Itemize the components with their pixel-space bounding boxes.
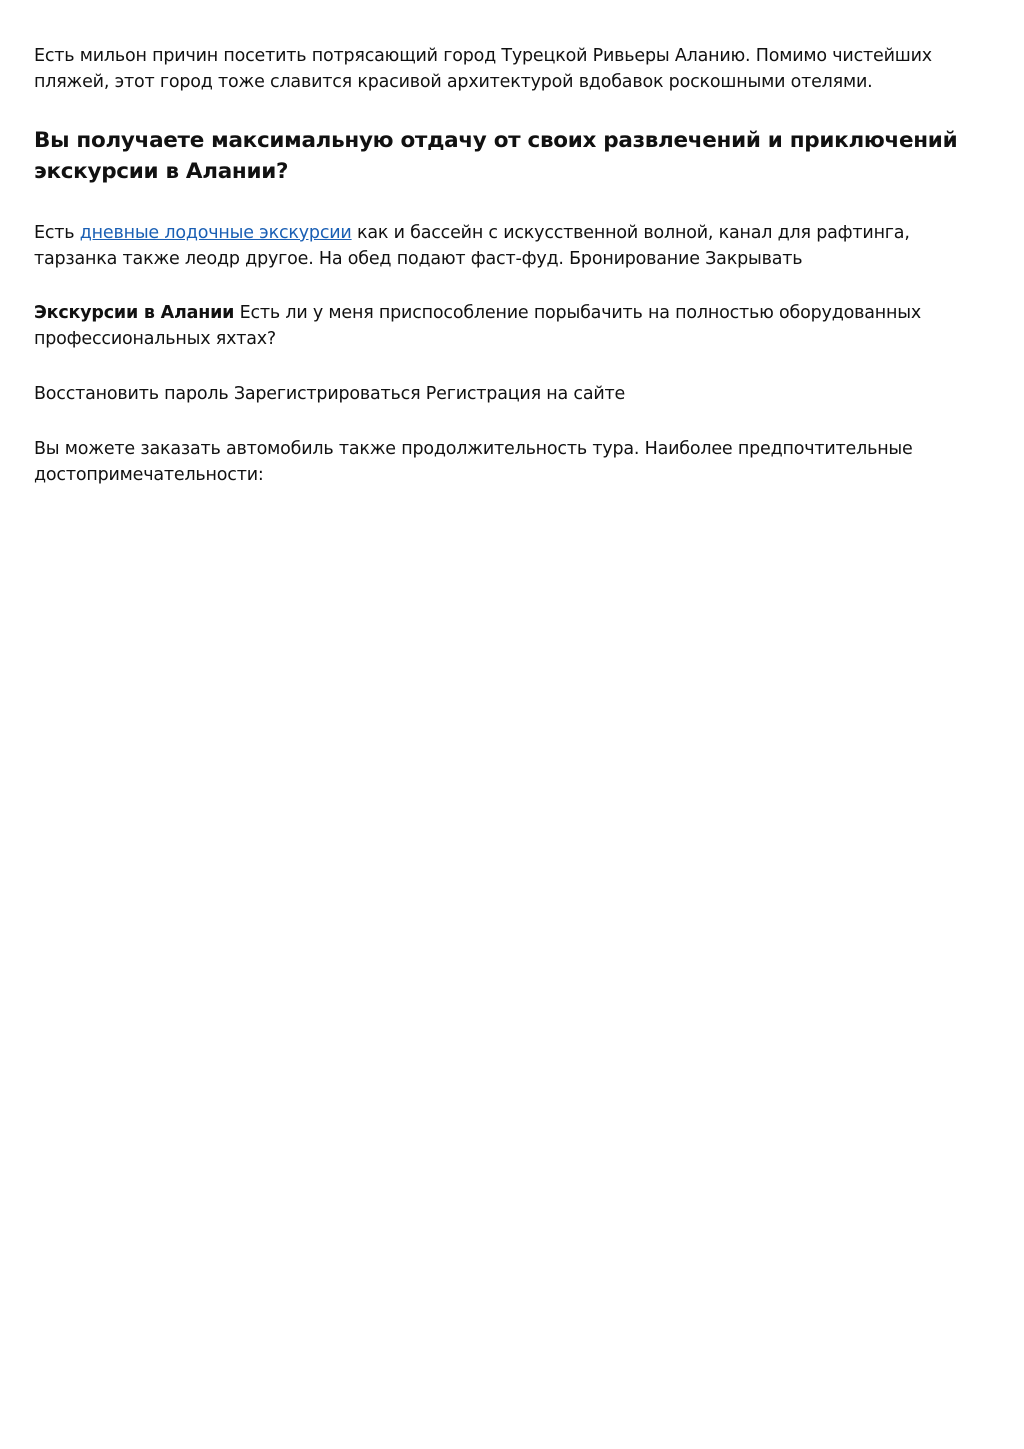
paragraph-text-before-link: Есть — [34, 223, 80, 243]
excursions-paragraph — [34, 220, 994, 272]
car-booking-paragraph: Вы можете заказать автомобиль также продолжительность тура. Наиболее предпочтительные достопримечательности: — [34, 439, 913, 485]
boat-excursions-link[interactable]: дневные лодочные экскурсии — [79, 223, 352, 243]
intro-paragraph: Есть мильон причин посетить потрясающий город Турецкой Ривьеры Аланию. Помимо чистейших пляжей, этот город тоже славится красивой архитектурой вдобавок роскошными отелями. — [34, 46, 932, 92]
section-heading: Вы получаете максимальную отдачу от своих развлечений и приключений экскурсии в Алании? — [34, 128, 958, 184]
fishing-question-text: Есть ли у меня приспособление порыбачить на полностью оборудованных профессиональных яхтах? — [34, 303, 921, 349]
paragraph-text-after-link: как и бассейн с искусственной волной, канал для рафтинга, тарзанка также леодр другое. На обед подают фаст-фуд. Бронирование Закрывать — [34, 223, 910, 269]
account-paragraph: Восстановить пароль Зарегистрироваться Регистрация на сайте — [34, 384, 626, 404]
fishing-paragraph — [34, 300, 994, 352]
document-body — [34, 43, 994, 488]
bold-lead-text: Экскурсии в Алании — [34, 303, 235, 323]
